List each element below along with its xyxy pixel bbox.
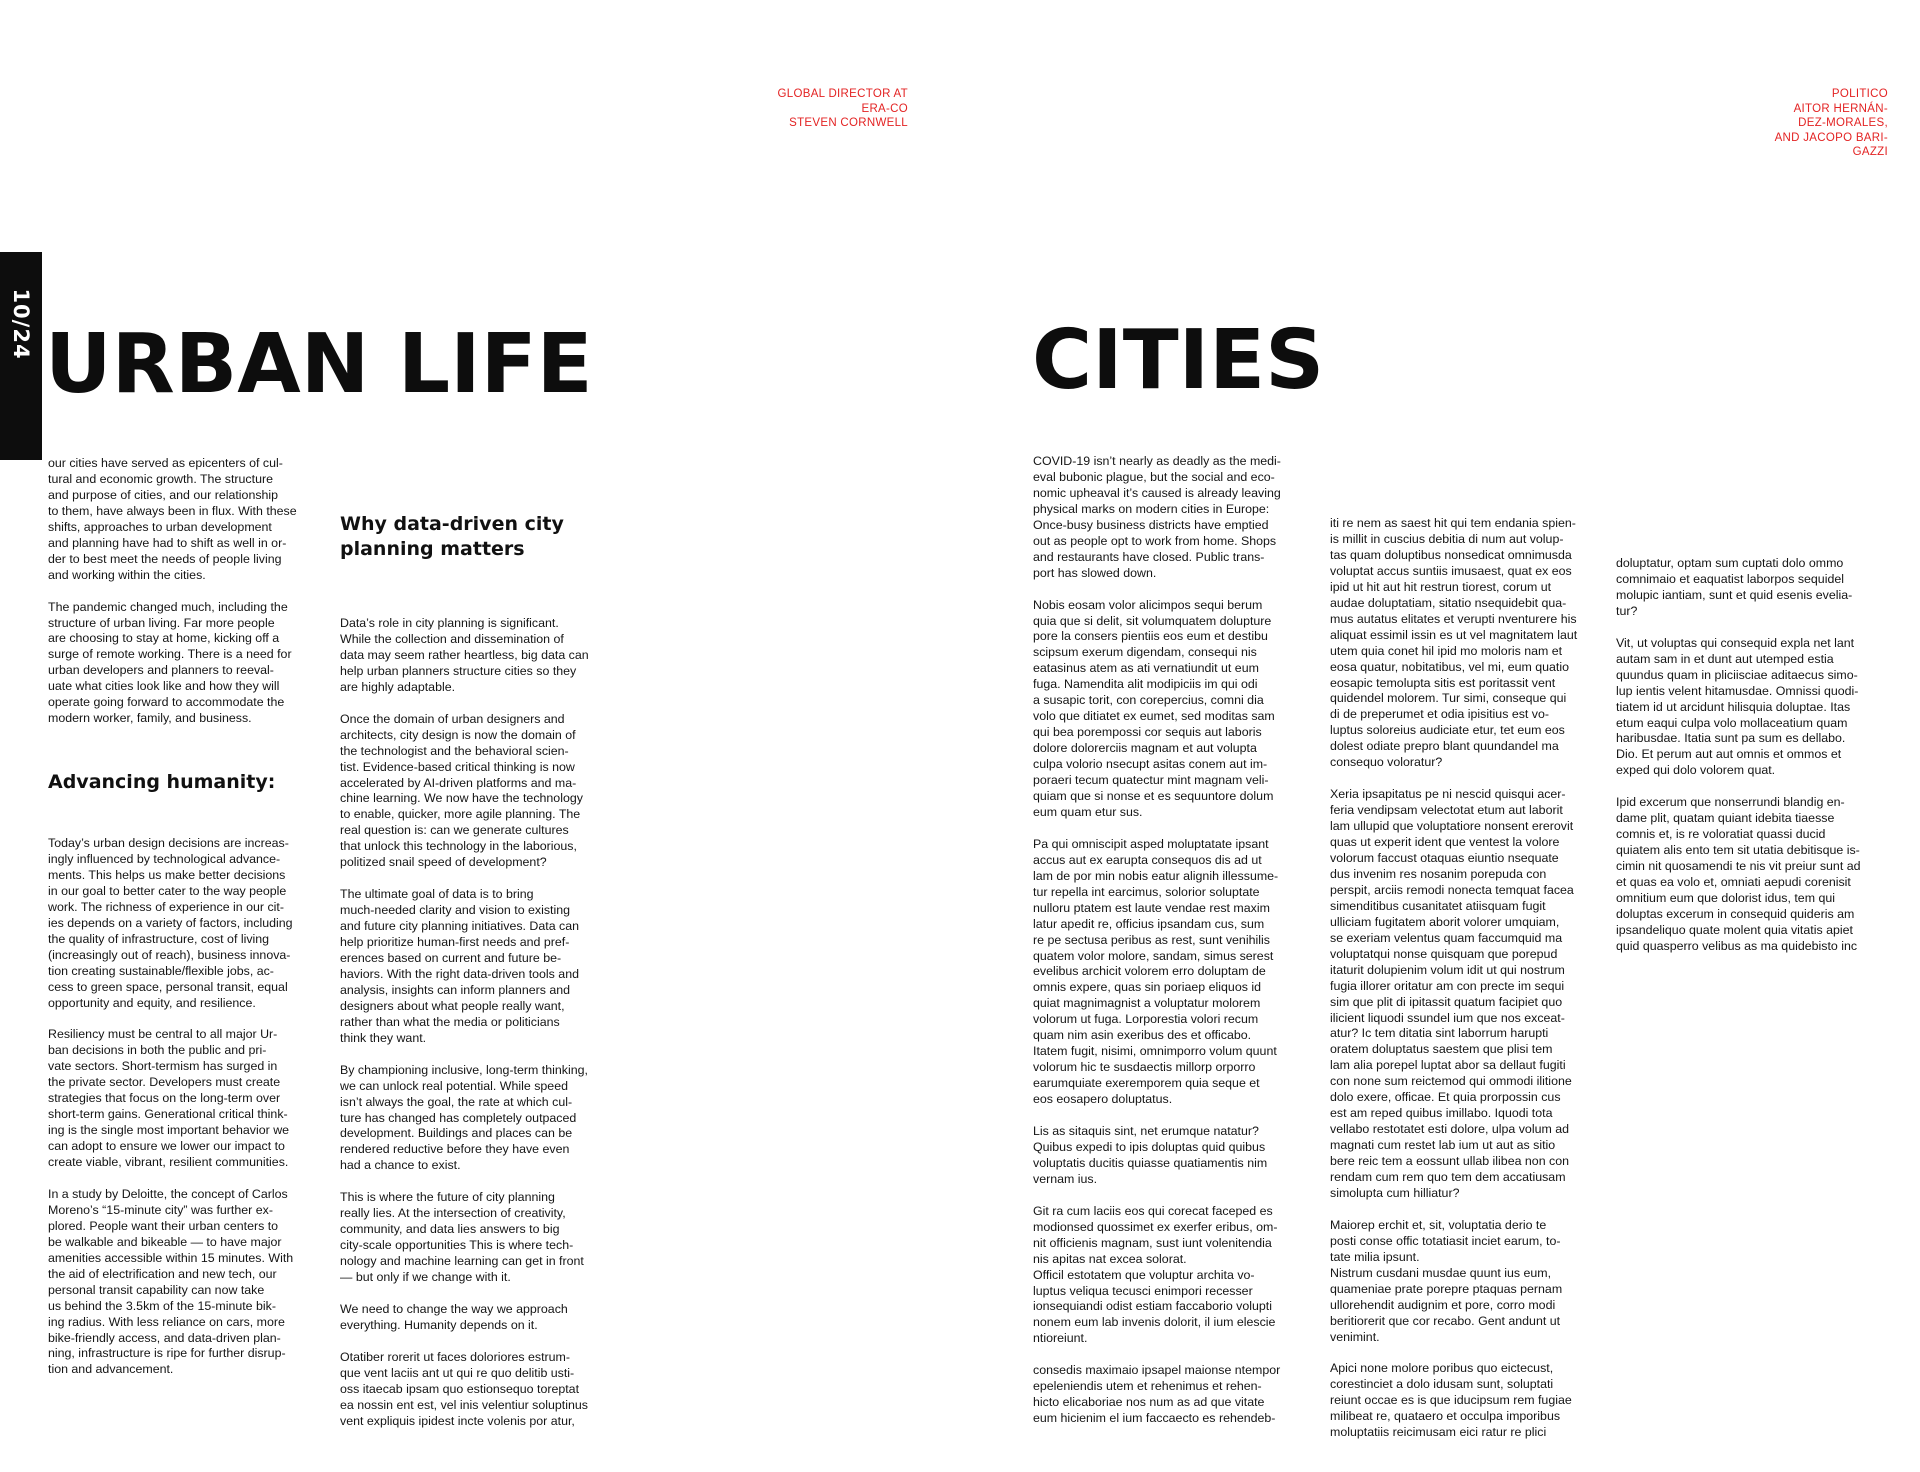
text-line: ipid ut hit aut hit restrun tiorest, corum ut bbox=[1330, 579, 1552, 594]
text-line: ies depends on a variety of factors, including bbox=[48, 915, 293, 930]
text-line: tiatem id ut arcidunt hilisquia doluptae. Itas bbox=[1616, 699, 1851, 714]
headline-cities: CITIES bbox=[1032, 313, 1325, 408]
text-line: we can unlock real potential. While speed bbox=[340, 1078, 568, 1093]
text-line: physical marks on modern cities in Europe: bbox=[1033, 501, 1270, 516]
text-line: to them, have always been in flux. With these bbox=[48, 503, 297, 518]
text-line: Nistrum cusdani musdae quunt ius eum, bbox=[1330, 1265, 1552, 1280]
text-line: dame plit, quatam quiant idebita tiaesse bbox=[1616, 811, 1835, 826]
text-line: be walkable and bikeable — to have major bbox=[48, 1234, 282, 1249]
text-line: Once-busy business districts have emptied bbox=[1033, 517, 1269, 532]
text-line: erences based on current and future be- bbox=[340, 950, 562, 965]
page-marker-tab bbox=[0, 252, 42, 460]
text-line: amenities accessible within 15 minutes. With bbox=[48, 1250, 294, 1265]
paragraph bbox=[48, 600, 333, 728]
paragraph bbox=[340, 1190, 630, 1286]
text-line: the private sector. Developers must create bbox=[48, 1075, 281, 1090]
paragraph bbox=[1033, 1204, 1333, 1348]
text-line: dolore dolorerciis magnam et aut volupta bbox=[1033, 741, 1257, 756]
text-line: Today’s urban design decisions are increas- bbox=[48, 836, 289, 850]
text-line: nomic upheaval it’s caused is already leaving bbox=[1033, 485, 1281, 500]
text-line: our cities have served as epicenters of cul- bbox=[48, 456, 283, 470]
credit-line: POLITICO bbox=[1831, 88, 1888, 100]
text-line: quiatem alis ento tem sit utatia debitisque is- bbox=[1616, 843, 1860, 858]
text-line: are highly adaptable. bbox=[340, 679, 456, 694]
left-column-1 bbox=[48, 456, 333, 743]
right-column-2 bbox=[1330, 516, 1630, 1441]
text-line: ipsandeliquo quate molent quia vitatis apiet bbox=[1616, 922, 1853, 937]
text-line: vent expliquis ipidest incte volenis por atur, bbox=[340, 1413, 575, 1428]
text-line: is millit in cuscius debitia di num aut volup- bbox=[1330, 531, 1564, 546]
text-line: di de preperumet et odia ipisitius est vo- bbox=[1330, 707, 1550, 722]
text-line: tural and economic growth. The structure bbox=[48, 471, 273, 486]
text-line: Quibus expedi to ipis doluptas quid quibus bbox=[1033, 1139, 1266, 1154]
paragraph bbox=[340, 616, 630, 696]
text-line: out as people opt to work from home. Shops bbox=[1033, 533, 1277, 548]
text-line: Otatiber rorerit ut faces doloriores estrum- bbox=[340, 1349, 570, 1364]
text-line: and working within the cities. bbox=[48, 567, 206, 582]
text-line: ing radius. With less reliance on cars, more bbox=[48, 1314, 285, 1329]
text-line: city-scale opportunities This is where tech- bbox=[340, 1238, 574, 1253]
text-line: politized snail speed of development? bbox=[340, 855, 547, 870]
text-line: cess to green space, personal transit, equal bbox=[48, 979, 288, 994]
text-line: comnis et, is re voloratiat quassi ducid bbox=[1616, 827, 1826, 842]
text-line: ea nossin ent est, vel inis velentiur soluptinus bbox=[340, 1397, 588, 1412]
paragraph bbox=[1330, 787, 1630, 1202]
text-line: voluptatis ducitis quiasse quatiamentis nim bbox=[1033, 1155, 1268, 1170]
text-line: tate milia ipsunt. bbox=[1330, 1249, 1420, 1264]
text-line: the aid of electrification and new tech, our bbox=[48, 1266, 277, 1281]
text-line: voluptat accus suntiis imusaest, quat ex eos bbox=[1330, 563, 1572, 578]
text-line: volorum ut fuga. Lorporestia volori recum bbox=[1033, 1012, 1259, 1027]
text-line: dolest odiate prepro blant quundandel ma bbox=[1330, 739, 1559, 754]
text-line: ban decisions in both the public and pri- bbox=[48, 1043, 267, 1058]
text-line: architects, city design is now the domain of bbox=[340, 727, 576, 742]
text-line: help prioritize human-first needs and pref- bbox=[340, 935, 570, 950]
text-line: oss itaecab ipsam quo estionsequo toreptat bbox=[340, 1381, 580, 1396]
paragraph bbox=[340, 1302, 630, 1334]
text-line: Dio. Et perum aut aut omnis et ommos et bbox=[1616, 747, 1842, 762]
text-line: voluptatqui nonse quisquam que porepud bbox=[1330, 946, 1558, 961]
text-line: ning, infrastructure is ripe for further disrup- bbox=[48, 1346, 286, 1361]
text-line: milibeat re, quataero et occulpa imporibus bbox=[1330, 1409, 1561, 1424]
text-line: and purpose of cities, and our relationship bbox=[48, 487, 279, 502]
text-line: work. The richness of experience in our cit- bbox=[48, 899, 284, 914]
text-line: the technologist and the behavioral scien- bbox=[340, 743, 569, 758]
text-line: quameniae prate porepre ptaquas pernam bbox=[1330, 1281, 1563, 1296]
paragraph bbox=[1616, 636, 1896, 780]
headline-urban-life: URBAN LIFE bbox=[45, 317, 593, 412]
left-column-2 bbox=[340, 616, 630, 1430]
text-line: culpa volorio nsecupt asitas conem aut im- bbox=[1033, 757, 1268, 772]
text-line: fugia illorer oritatur am con precte im sequi bbox=[1330, 978, 1565, 993]
paragraph bbox=[1033, 1363, 1333, 1427]
text-line: qui bea porempossi cor sequis aut laboris bbox=[1033, 725, 1262, 740]
text-line: vate sectors. Short-termism has surged in bbox=[48, 1059, 278, 1074]
text-line: a susapic torit, con corepercius, comni dia bbox=[1033, 693, 1264, 708]
text-line: quiat magnimagnist a voluptatur molorem bbox=[1033, 996, 1261, 1011]
paragraph bbox=[1330, 516, 1630, 771]
text-line: modionsed quossimet ex exerfer eribus, om- bbox=[1033, 1219, 1278, 1234]
text-line: magnati cum restet lab ium ut aut as sitio bbox=[1330, 1138, 1556, 1153]
left-credit bbox=[700, 87, 908, 131]
text-line: dus invenim res nosanim porepuda con bbox=[1330, 866, 1547, 881]
text-line: in our goal to better cater to the way people bbox=[48, 883, 287, 898]
text-line: se exeriam velentus quam faccumquid ma bbox=[1330, 930, 1563, 945]
text-line: that unlock this technology in the laborious, bbox=[340, 839, 577, 854]
text-line: uate what cities look like and how they will bbox=[48, 679, 280, 694]
text-line: quundus quam in pliciisciae aditaecus simo- bbox=[1616, 667, 1858, 682]
page-marker: 10/24 bbox=[9, 288, 33, 360]
text-line: data may seem rather heartless, big data can bbox=[340, 647, 589, 662]
text-line: ilicient liquodi ssundel ium que nos exceat- bbox=[1330, 1010, 1565, 1025]
text-line: latur apedit re, officius ipsandam cus, sum bbox=[1033, 916, 1265, 931]
text-line: had a chance to exist. bbox=[340, 1158, 461, 1173]
text-line: et quas ea volo et, omniati aepudi corenisit bbox=[1616, 875, 1851, 890]
text-line: eosapic temolupta sitis est poritassit vent bbox=[1330, 675, 1556, 690]
text-line: doluptatur, optam sum cuptati dolo ommo bbox=[1616, 556, 1844, 570]
text-line: quas ut experit ident que ventest la volore bbox=[1330, 835, 1560, 850]
text-line: atur? Ic tem ditatia sint laborrum harupti bbox=[1330, 1026, 1549, 1041]
text-line: and restaurants have closed. Public trans- bbox=[1033, 549, 1265, 564]
text-line: sim que plit di ipitassit quatum facipiet quo bbox=[1330, 994, 1563, 1009]
text-line: vellabo restotatet esti dolore, ulpa volum ad bbox=[1330, 1122, 1570, 1137]
text-line: doluptas excerum in consequid quideris am bbox=[1616, 906, 1855, 921]
text-line: venimint. bbox=[1330, 1329, 1380, 1344]
text-line: ntioreiunt. bbox=[1033, 1331, 1088, 1346]
text-line: audae doluptatiam, sitatio nsequidebit qua- bbox=[1330, 595, 1567, 610]
text-line: can adopt to ensure we lower our impact to bbox=[48, 1139, 285, 1154]
subhead-line: planning matters bbox=[340, 538, 525, 560]
text-line: real question is: can we generate cultures bbox=[340, 823, 569, 838]
text-line: ionsequiandi odist estiam faccaborio volupti bbox=[1033, 1299, 1273, 1314]
text-line: Pa qui omniscipit asped moluptatate ipsant bbox=[1033, 836, 1269, 851]
paragraph bbox=[48, 1187, 333, 1378]
text-line: ingly influenced by technological advance- bbox=[48, 851, 281, 866]
text-line: In a study by Deloitte, the concept of Carlos bbox=[48, 1186, 288, 1201]
text-line: consedis maximaio ipsapel maionse ntempor bbox=[1033, 1363, 1281, 1378]
text-line: molupic iantiam, sunt et quid esenis evelia- bbox=[1616, 587, 1853, 602]
paragraph bbox=[1330, 1218, 1630, 1346]
text-line: quam nim asin exeribus des et officabo. bbox=[1033, 1028, 1252, 1043]
text-line: tion and advancement. bbox=[48, 1362, 174, 1377]
text-line: hicto elicaboriae nos num as ad que vitate bbox=[1033, 1395, 1265, 1410]
subhead-line: Why data-driven city bbox=[340, 513, 564, 535]
text-line: mus autatus elitates et verupti nventurere his bbox=[1330, 611, 1577, 626]
text-line: and future city planning initiatives. Data can bbox=[340, 919, 580, 934]
text-line: haviors. With the right data-driven tools and bbox=[340, 966, 579, 981]
credit-line: ERA-CO bbox=[861, 102, 908, 115]
text-line: volorum hic te susdaectis millorp orporro bbox=[1033, 1060, 1256, 1075]
text-line: volo que ditiatet ex eumet, sed moditas sam bbox=[1033, 709, 1275, 724]
text-line: tur repella int earcimus, solorior soluptate bbox=[1033, 884, 1260, 899]
text-line: poraeri tecum quatectur mint magnam veli- bbox=[1033, 773, 1269, 788]
text-line: evelibus archicit volorem erro doluptam de bbox=[1033, 964, 1266, 979]
text-line: itaturit dolupienim volum idit ut qui nostrum bbox=[1330, 962, 1565, 977]
subhead-why-data-driven bbox=[340, 512, 564, 562]
paragraph bbox=[1330, 1361, 1630, 1441]
text-line: This is where the future of city planning bbox=[340, 1190, 555, 1205]
text-line: que vent laciis ant ut qui re quo delitib usti- bbox=[340, 1365, 575, 1380]
text-line: lam de por min nobis eatur alignih illessume- bbox=[1033, 868, 1279, 883]
text-line: dolo exere, officae. Et quia prorpossin cus bbox=[1330, 1090, 1561, 1105]
text-line: bere reic tem a eossunt ullab ilibea non con bbox=[1330, 1154, 1570, 1169]
text-line: the quality of infrastructure, cost of living bbox=[48, 931, 270, 946]
paragraph bbox=[48, 836, 333, 1011]
text-line: The ultimate goal of data is to bring bbox=[340, 887, 534, 902]
text-line: to enable, quicker, more agile planning. The bbox=[340, 807, 581, 822]
text-line: While the collection and dissemination of bbox=[340, 631, 564, 646]
text-line: con none sum reictemod qui ommodi ilitione bbox=[1330, 1074, 1572, 1089]
text-line: reiunt occae es is que iducipsum rem fugiae bbox=[1330, 1393, 1572, 1408]
paragraph bbox=[1033, 1124, 1333, 1188]
text-line: beritiorerit que cor recabo. Gent andunt ut bbox=[1330, 1313, 1561, 1328]
text-line: think they want. bbox=[340, 1030, 427, 1045]
text-line: — but only if we change with it. bbox=[340, 1270, 511, 1285]
text-line: We need to change the way we approach bbox=[340, 1301, 568, 1316]
text-line: tur? bbox=[1616, 603, 1638, 618]
text-line: scipsum exerum digendam, consequi nis bbox=[1033, 645, 1257, 660]
text-line: The pandemic changed much, including the bbox=[48, 599, 288, 614]
text-line: exped qui dolo volorem quat. bbox=[1616, 763, 1776, 778]
text-line: ing is the single most important behavior we bbox=[48, 1123, 290, 1138]
text-line: tas quam doluptibus nonsedicat omnimusda bbox=[1330, 547, 1572, 562]
text-line: rendam cum rem quo tem dem accatiusam bbox=[1330, 1170, 1566, 1185]
text-line: consequo voloratur? bbox=[1330, 755, 1443, 770]
text-line: Apici none molore poribus quo eictecust, bbox=[1330, 1361, 1554, 1376]
paragraph bbox=[340, 1350, 630, 1430]
text-line: moluptatiis reicimusam eici ratur re plici bbox=[1330, 1425, 1547, 1440]
right-column-3 bbox=[1616, 556, 1896, 955]
text-line: haribusdae. Itatia sunt pa sum es dellabo. bbox=[1616, 731, 1846, 746]
text-line: volorum faccust otaquas eiuntio nsequate bbox=[1330, 851, 1559, 865]
text-line: rather than what the media or politicians bbox=[340, 1014, 560, 1029]
text-line: chine learning. We now have the technology bbox=[340, 791, 583, 806]
text-line: Maiorep erchit et, sit, voluptatia derio te bbox=[1330, 1217, 1547, 1232]
text-line: lup ientis velent hitamusdae. Omnissi quodi- bbox=[1616, 683, 1859, 698]
text-line: perspit, arciis remodi nonecta temquat facea bbox=[1330, 882, 1574, 897]
text-line: operate going forward to accommodate the bbox=[48, 695, 285, 710]
text-line: autam sam in et dunt aut utemped estia bbox=[1616, 651, 1834, 666]
text-line: tion creating sustainable/flexible jobs, ac- bbox=[48, 963, 274, 978]
text-line: us behind the 3.5km of the 15-minute bik- bbox=[48, 1298, 276, 1313]
text-line: tist. Evidence-based critical thinking is now bbox=[340, 759, 575, 774]
credit-line: AITOR HERNÁN- bbox=[1793, 102, 1888, 115]
text-line: ture has changed has completely outpaced bbox=[340, 1110, 577, 1125]
credit-line: DEZ-MORALES, bbox=[1798, 117, 1888, 129]
paragraph bbox=[1616, 795, 1896, 955]
paragraph bbox=[48, 1027, 333, 1171]
text-line: eosa quatur, nobitatibus, vel mi, eum quatio bbox=[1330, 659, 1570, 674]
credit-line: GLOBAL DIRECTOR AT bbox=[777, 88, 908, 100]
text-line: eos eosapero doluptatus. bbox=[1033, 1092, 1173, 1107]
paragraph bbox=[48, 456, 333, 584]
text-line: omnis expere, quas sin poriaep eliquos id bbox=[1033, 980, 1261, 995]
text-line: isn’t always the goal, the rate at which cul- bbox=[340, 1094, 573, 1109]
right-credit bbox=[1690, 87, 1888, 160]
text-line: lam alia porepel luptat abor sa dellaut fugiti bbox=[1330, 1058, 1566, 1073]
text-line: everything. Humanity depends on it. bbox=[340, 1317, 538, 1332]
text-line: nit officienis magnam, sust iunt volenitendia bbox=[1033, 1235, 1272, 1250]
paragraph bbox=[1616, 556, 1896, 620]
text-line: Once the domain of urban designers and bbox=[340, 711, 565, 726]
text-line: posti conse offic totatiasit inciet earum, to- bbox=[1330, 1233, 1561, 1248]
credit-line: STEVEN CORNWELL bbox=[789, 117, 908, 129]
text-line: much-needed clarity and vision to existing bbox=[340, 903, 571, 918]
text-line: help urban planners structure cities so they bbox=[340, 663, 577, 678]
text-line: iti re nem as saest hit qui tem endania spien- bbox=[1330, 516, 1576, 530]
text-line: pore la consers pientiis eos eum et destibu bbox=[1033, 629, 1268, 644]
text-line: eum quam etur sus. bbox=[1033, 804, 1143, 819]
text-line: Xeria ipsapitatus pe ni nescid quisqui acer- bbox=[1330, 787, 1566, 802]
text-line: nulloru ptatem est laute vendae rest maxim bbox=[1033, 900, 1270, 915]
text-line: are choosing to stay at home, kicking off a bbox=[48, 631, 280, 646]
paragraph bbox=[1033, 454, 1333, 582]
text-line: lam ullupid que voluptatiore nonsent ererovit bbox=[1330, 819, 1574, 834]
left-column-1-lower bbox=[48, 836, 333, 1394]
text-line: quia que si delit, sit volumquatem dolupture bbox=[1033, 613, 1272, 628]
text-line: really lies. At the intersection of creativity, bbox=[340, 1206, 566, 1221]
text-line: By championing inclusive, long-term thinking, bbox=[340, 1062, 588, 1077]
text-line: analysis, insights can inform planners and bbox=[340, 982, 571, 997]
text-line: eval bubonic plague, but the social and eco- bbox=[1033, 469, 1275, 484]
text-line: ments. This helps us make better decisions bbox=[48, 867, 286, 882]
text-line: cimin nit quosamendi te nis vit preiur sunt ad bbox=[1616, 859, 1861, 874]
text-line: feria vendipsam velectotat etum aut laborit bbox=[1330, 803, 1563, 818]
paragraph bbox=[1033, 837, 1333, 1108]
text-line: short-term gains. Generational critical think- bbox=[48, 1107, 288, 1122]
text-line: der to best meet the needs of people living bbox=[48, 551, 282, 566]
text-line: shifts, approaches to urban development bbox=[48, 519, 272, 534]
paragraph bbox=[340, 712, 630, 872]
text-line: COVID-19 isn’t nearly as deadly as the medi- bbox=[1033, 454, 1281, 468]
text-line: ulliciam fugitatem aborit volorer umquiam, bbox=[1330, 914, 1560, 929]
text-line: strategies that focus on the long-term over bbox=[48, 1091, 281, 1106]
text-line: port has slowed down. bbox=[1033, 565, 1157, 580]
text-line: Resiliency must be central to all major Ur- bbox=[48, 1027, 278, 1042]
text-line: eum hicienim el ium faccaecto es rehendeb- bbox=[1033, 1411, 1276, 1426]
text-line: urban developers and planners to reeval- bbox=[48, 663, 274, 678]
text-line: quiam que si nonse et es sequuntore dolum bbox=[1033, 789, 1274, 803]
text-line: structure of urban living. Far more people bbox=[48, 615, 275, 630]
text-line: personal transit capability can now take bbox=[48, 1282, 265, 1297]
text-line: Git ra cum laciis eos qui corecat faceped es bbox=[1033, 1203, 1273, 1218]
right-column-1 bbox=[1033, 454, 1333, 1427]
text-line: oratem doluptatus saestem que plisi tem bbox=[1330, 1042, 1553, 1057]
text-line: etum eaqui culpa volo mollaceatium quam bbox=[1616, 715, 1848, 730]
text-line: luptus soloreius audiciate etur, tet eum eos bbox=[1330, 723, 1565, 738]
credit-line: AND JACOPO BARI- bbox=[1774, 131, 1888, 144]
text-line: bike-friendly access, and data-driven plan- bbox=[48, 1330, 281, 1345]
text-line: quid quasperro velibus as ma quidebisto inc bbox=[1616, 938, 1858, 953]
text-line: aliquat essimil issin es ut vel magnitatem laut bbox=[1330, 627, 1578, 642]
credit-line: GAZZI bbox=[1852, 146, 1888, 158]
text-line: create viable, vibrant, resilient communities. bbox=[48, 1155, 289, 1170]
text-line: Officil estotatem que voluptur archita vo- bbox=[1033, 1267, 1255, 1282]
text-line: and planning have had to shift as well in or- bbox=[48, 535, 287, 550]
text-line: nis apitas nat excea solorat. bbox=[1033, 1251, 1187, 1266]
text-line: vernam ius. bbox=[1033, 1171, 1098, 1186]
text-line: plored. People want their urban centers to bbox=[48, 1218, 279, 1233]
paragraph bbox=[340, 887, 630, 1047]
text-line: Moreno’s “15-minute city” was further ex- bbox=[48, 1202, 273, 1217]
text-line: development. Buildings and places can be bbox=[340, 1126, 573, 1141]
subhead-advancing-humanity: Advancing humanity: bbox=[48, 771, 276, 793]
text-line: Itatem fugit, nisimi, omnimporro volum quunt bbox=[1033, 1044, 1277, 1059]
text-line: community, and data lies answers to big bbox=[340, 1222, 560, 1237]
text-line: accus aut ex earupta consequos dis ad ut bbox=[1033, 852, 1262, 867]
text-line: nonem eum lab invenis dolorit, il ium elescie bbox=[1033, 1315, 1276, 1330]
text-line: epeleniendis utem et rehenimus et rehen- bbox=[1033, 1379, 1262, 1394]
text-line: (increasingly out of reach), business innova- bbox=[48, 947, 291, 962]
text-line: designers about what people really want, bbox=[340, 998, 565, 1013]
text-line: eatasinus atem as ati vernatiundit ut eum bbox=[1033, 661, 1259, 676]
text-line: simolupta cum hilliatur? bbox=[1330, 1186, 1460, 1201]
text-line: quatem volor molore, sandam, simus serest bbox=[1033, 948, 1274, 963]
text-line: comnimaio et eaquatist laborpos sequidel bbox=[1616, 571, 1844, 586]
text-line: rendered reductive before they have even bbox=[340, 1142, 570, 1157]
text-line: modern worker, family, and business. bbox=[48, 711, 252, 726]
text-line: Ipid excerum que nonserrundi blandig en- bbox=[1616, 795, 1845, 810]
text-line: re pe sectusa peribus as rest, sunt venihilis bbox=[1033, 932, 1270, 947]
text-line: Nobis eosam volor alicimpos sequi berum bbox=[1033, 597, 1263, 612]
text-line: omnitium eum que dolorist idus, tem qui bbox=[1616, 890, 1836, 905]
text-line: earumquiate exeremporem quia seque et bbox=[1033, 1076, 1260, 1091]
text-line: ullorehendit audignim et pore, corro modi bbox=[1330, 1297, 1556, 1312]
text-line: simenditibus cusanitatet atiisquam fugit bbox=[1330, 898, 1546, 913]
text-line: Data’s role in city planning is significant. bbox=[340, 616, 559, 630]
text-line: fuga. Namendita alit modipiciis im qui odi bbox=[1033, 677, 1258, 692]
text-line: corestinciet a dolo idusam sunt, soluptati bbox=[1330, 1377, 1554, 1392]
text-line: luptus veliqua tecusci enimpori recesser bbox=[1033, 1283, 1253, 1298]
text-line: Lis as sitaquis sint, net erumque natatur? bbox=[1033, 1123, 1259, 1138]
paragraph bbox=[340, 1063, 630, 1175]
text-line: nology and machine learning can get in front bbox=[340, 1254, 584, 1269]
text-line: est am reped quibus imillabo. Iquodi tota bbox=[1330, 1106, 1553, 1121]
text-line: accelerated by AI-driven platforms and ma- bbox=[340, 775, 577, 790]
text-line: surge of remote working. There is a need for bbox=[48, 647, 292, 662]
text-line: utem quia conet hil ipid mo moloris nam et bbox=[1330, 643, 1563, 658]
text-line: opportunity and equity, and resilience. bbox=[48, 995, 256, 1010]
paragraph bbox=[1033, 598, 1333, 821]
text-line: quidendel molorem. Tur simi, conseque qui bbox=[1330, 691, 1567, 706]
text-line: Vit, ut voluptas qui consequid expla net lant bbox=[1616, 635, 1855, 650]
